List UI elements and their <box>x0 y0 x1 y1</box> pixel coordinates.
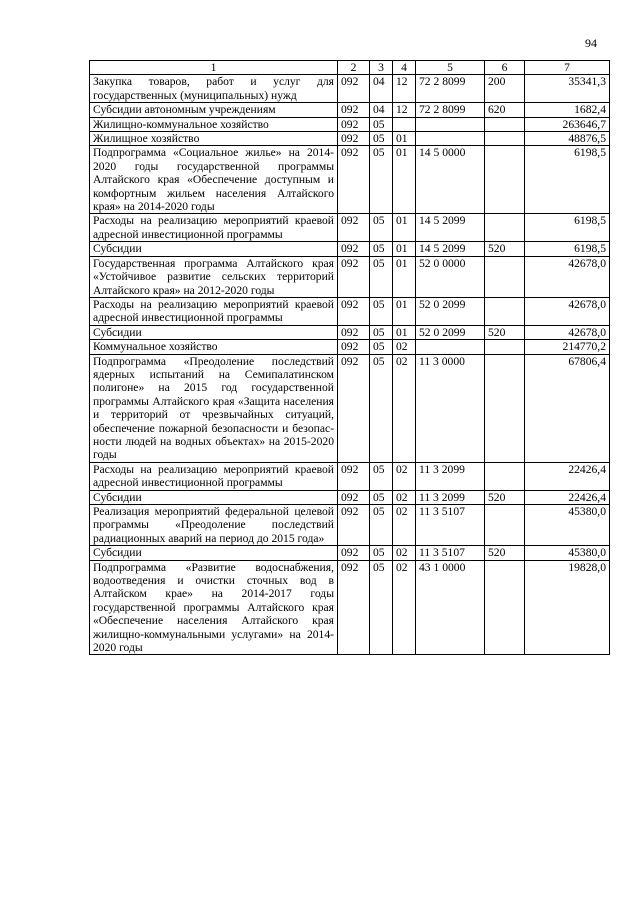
item-name-cell: Расходы на реализацию мероприятий краевой адресной инвестиционной программы <box>90 297 338 325</box>
item-name-cell: Субсидии автономным учреждениям <box>90 103 338 117</box>
table-row <box>90 462 610 490</box>
expense-type-code-cell <box>485 505 525 546</box>
ministry-code-cell: 092 <box>338 325 370 339</box>
subsection-code-cell: 01 <box>393 214 416 242</box>
amount-cell: 22426,4 <box>525 462 610 490</box>
table-row <box>90 242 610 256</box>
table-row <box>90 117 610 131</box>
subsection-code-cell: 02 <box>393 505 416 546</box>
section-code-cell: 05 <box>370 546 393 560</box>
amount-cell: 6198,5 <box>525 214 610 242</box>
ministry-code-cell: 092 <box>338 340 370 354</box>
subsection-code-cell: 02 <box>393 490 416 504</box>
expense-type-code-cell <box>485 214 525 242</box>
target-article-code-cell: 11 3 0000 <box>416 354 485 462</box>
ministry-code-cell: 092 <box>338 560 370 655</box>
table-row <box>90 75 610 103</box>
item-name-cell: Субсидии <box>90 546 338 560</box>
ministry-code-cell: 092 <box>338 297 370 325</box>
table-row <box>90 146 610 214</box>
section-code-cell: 05 <box>370 132 393 146</box>
item-name-cell: Жилищное хозяйство <box>90 132 338 146</box>
target-article-code-cell: 14 5 2099 <box>416 242 485 256</box>
target-article-code-cell: 11 3 5107 <box>416 505 485 546</box>
section-code-cell: 05 <box>370 242 393 256</box>
amount-cell: 45380,0 <box>525 505 610 546</box>
expense-type-code-cell <box>485 146 525 214</box>
target-article-code-cell <box>416 117 485 131</box>
section-code-cell: 05 <box>370 490 393 504</box>
section-code-cell: 05 <box>370 214 393 242</box>
subsection-code-cell: 02 <box>393 354 416 462</box>
amount-cell: 263646,7 <box>525 117 610 131</box>
section-code-cell: 05 <box>370 462 393 490</box>
ministry-code-cell: 092 <box>338 256 370 297</box>
table-body <box>90 75 610 655</box>
subsection-code-cell: 02 <box>393 462 416 490</box>
table-row <box>90 297 610 325</box>
section-code-cell: 05 <box>370 560 393 655</box>
table-row <box>90 340 610 354</box>
expense-type-code-cell: 520 <box>485 242 525 256</box>
section-code-cell: 05 <box>370 146 393 214</box>
amount-cell: 1682,4 <box>525 103 610 117</box>
column-header: 7 <box>525 61 610 75</box>
expense-type-code-cell: 520 <box>485 546 525 560</box>
expense-type-code-cell: 200 <box>485 75 525 103</box>
item-name-cell: Государственная программа Алтайского края «Устойчивое развитие сельских территорий Алтайского края» на 2012-2020 годы <box>90 256 338 297</box>
table-row <box>90 132 610 146</box>
target-article-code-cell: 14 5 0000 <box>416 146 485 214</box>
target-article-code-cell: 11 3 5107 <box>416 546 485 560</box>
ministry-code-cell: 092 <box>338 214 370 242</box>
item-name-cell: Субсидии <box>90 325 338 339</box>
column-header: 3 <box>370 61 393 75</box>
table-row <box>90 256 610 297</box>
ministry-code-cell: 092 <box>338 103 370 117</box>
amount-cell: 19828,0 <box>525 560 610 655</box>
section-code-cell: 05 <box>370 354 393 462</box>
table-row <box>90 214 610 242</box>
subsection-code-cell: 01 <box>393 256 416 297</box>
target-article-code-cell: 11 3 2099 <box>416 490 485 504</box>
target-article-code-cell: 43 1 0000 <box>416 560 485 655</box>
ministry-code-cell: 092 <box>338 354 370 462</box>
item-name-cell: Подпрограмма «Преодоление последствий ядерных испытаний на Семипалатинском полигоне» на 2015 год государственной программы Алтайского края «Защита населения и территорий от чрезвычайных ситуаций, обеспечение пожарной безопасности и безопасности людей на водных объектах» на 2015-2020 годы <box>90 354 338 462</box>
budget-table <box>89 60 610 655</box>
item-name-cell: Реализация мероприятий федеральной целевой программы «Преодоление последствий радиационных аварий на период до 2015 года» <box>90 505 338 546</box>
target-article-code-cell: 72 2 8099 <box>416 75 485 103</box>
ministry-code-cell: 092 <box>338 546 370 560</box>
subsection-code-cell: 01 <box>393 242 416 256</box>
ministry-code-cell: 092 <box>338 505 370 546</box>
amount-cell: 6198,5 <box>525 242 610 256</box>
section-code-cell: 05 <box>370 256 393 297</box>
item-name-cell: Расходы на реализацию мероприятий краевой адресной инвестиционной программы <box>90 462 338 490</box>
column-header: 1 <box>90 61 338 75</box>
subsection-code-cell: 01 <box>393 297 416 325</box>
amount-cell: 22426,4 <box>525 490 610 504</box>
table-row <box>90 325 610 339</box>
subsection-code-cell: 12 <box>393 103 416 117</box>
item-name-cell: Субсидии <box>90 490 338 504</box>
expense-type-code-cell: 520 <box>485 490 525 504</box>
target-article-code-cell: 52 0 2099 <box>416 297 485 325</box>
item-name-cell: Жилищно-коммунальное хозяйство <box>90 117 338 131</box>
expense-type-code-cell <box>485 132 525 146</box>
amount-cell: 6198,5 <box>525 146 610 214</box>
ministry-code-cell: 092 <box>338 242 370 256</box>
ministry-code-cell: 092 <box>338 132 370 146</box>
ministry-code-cell: 092 <box>338 117 370 131</box>
target-article-code-cell <box>416 132 485 146</box>
table-row <box>90 354 610 462</box>
ministry-code-cell: 092 <box>338 146 370 214</box>
subsection-code-cell: 02 <box>393 546 416 560</box>
expense-type-code-cell <box>485 462 525 490</box>
item-name-cell: Подпрограмма «Социальное жилье» на 2014-2020 годы государственной программы Алтайского края «Обеспечение доступным и комфортным жильем населения Алтайского края» на 2014-2020 годы <box>90 146 338 214</box>
column-header: 4 <box>393 61 416 75</box>
subsection-code-cell: 02 <box>393 560 416 655</box>
target-article-code-cell: 52 0 2099 <box>416 325 485 339</box>
target-article-code-cell: 14 5 2099 <box>416 214 485 242</box>
item-name-cell: Субсидии <box>90 242 338 256</box>
section-code-cell: 05 <box>370 297 393 325</box>
subsection-code-cell <box>393 117 416 131</box>
section-code-cell: 05 <box>370 505 393 546</box>
target-article-code-cell <box>416 340 485 354</box>
item-name-cell: Коммунальное хозяйство <box>90 340 338 354</box>
amount-cell: 67806,4 <box>525 354 610 462</box>
expense-type-code-cell: 520 <box>485 325 525 339</box>
amount-cell: 45380,0 <box>525 546 610 560</box>
item-name-cell: Расходы на реализацию мероприятий краевой адресной инвестиционной программы <box>90 214 338 242</box>
column-header: 2 <box>338 61 370 75</box>
item-name-cell: Подпрограмма «Развитие водоснабжения, водоотведения и очистки сточных вод в Алтайском крае» на 2014-2017 годы государственной программы Алтайского края «Обеспечение населения Алтайского края жилищно-коммунальными услугами» на 2014-2020 годы <box>90 560 338 655</box>
target-article-code-cell: 11 3 2099 <box>416 462 485 490</box>
subsection-code-cell: 02 <box>393 340 416 354</box>
amount-cell: 35341,3 <box>525 75 610 103</box>
section-code-cell: 04 <box>370 103 393 117</box>
target-article-code-cell: 72 2 8099 <box>416 103 485 117</box>
ministry-code-cell: 092 <box>338 462 370 490</box>
subsection-code-cell: 12 <box>393 75 416 103</box>
amount-cell: 42678,0 <box>525 256 610 297</box>
section-code-cell: 05 <box>370 325 393 339</box>
expense-type-code-cell <box>485 560 525 655</box>
amount-cell: 42678,0 <box>525 325 610 339</box>
table-row <box>90 546 610 560</box>
subsection-code-cell: 01 <box>393 132 416 146</box>
amount-cell: 42678,0 <box>525 297 610 325</box>
table-row <box>90 103 610 117</box>
section-code-cell: 05 <box>370 340 393 354</box>
table-row <box>90 490 610 504</box>
column-header: 5 <box>416 61 485 75</box>
column-header: 6 <box>485 61 525 75</box>
expense-type-code-cell <box>485 117 525 131</box>
target-article-code-cell: 52 0 0000 <box>416 256 485 297</box>
table-row <box>90 560 610 655</box>
expense-type-code-cell: 620 <box>485 103 525 117</box>
page-number: 94 <box>585 36 597 50</box>
table-row <box>90 505 610 546</box>
subsection-code-cell: 01 <box>393 325 416 339</box>
ministry-code-cell: 092 <box>338 490 370 504</box>
amount-cell: 214770,2 <box>525 340 610 354</box>
item-name-cell: Закупка товаров, работ и услуг для государственных (муниципальных) нужд <box>90 75 338 103</box>
expense-type-code-cell <box>485 340 525 354</box>
amount-cell: 48876,5 <box>525 132 610 146</box>
section-code-cell: 05 <box>370 117 393 131</box>
table-header-row <box>90 61 610 75</box>
expense-type-code-cell <box>485 256 525 297</box>
expense-type-code-cell <box>485 354 525 462</box>
subsection-code-cell: 01 <box>393 146 416 214</box>
section-code-cell: 04 <box>370 75 393 103</box>
expense-type-code-cell <box>485 297 525 325</box>
ministry-code-cell: 092 <box>338 75 370 103</box>
